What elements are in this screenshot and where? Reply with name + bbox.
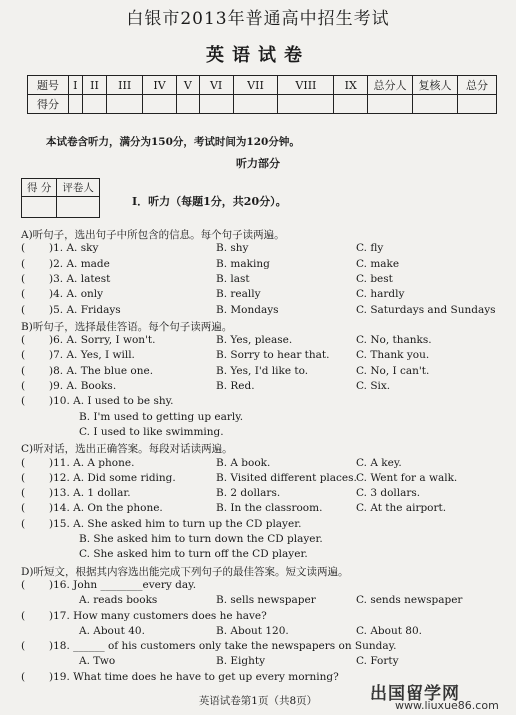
question-option: B. Sorry to hear that. bbox=[216, 349, 330, 362]
page-footer: 英语试卷第1页（共8页） bbox=[198, 695, 318, 707]
grader-box bbox=[21, 178, 100, 218]
question-option: C. Thank you. bbox=[356, 349, 430, 362]
question-option: B. I'm used to getting up early. bbox=[79, 410, 244, 423]
question-option: C. 3 dollars. bbox=[356, 487, 421, 500]
grader-name-cell bbox=[57, 197, 100, 218]
question-stem: )8. A. The blue one. bbox=[49, 364, 154, 377]
score-input-cell bbox=[107, 95, 143, 114]
question-option: C. Saturdays and Sundays bbox=[356, 303, 496, 316]
question-option: B. In the classroom. bbox=[216, 502, 323, 515]
question-stem: )16. John ________every day. bbox=[49, 578, 197, 591]
question-stem: )13. A. 1 dollar. bbox=[49, 487, 131, 500]
watermark-url: www.liuxue86.com bbox=[395, 699, 499, 712]
score-input-cell bbox=[176, 95, 199, 114]
score-table-header-row bbox=[28, 76, 497, 95]
score-cell: VIII bbox=[278, 76, 334, 95]
question-option: C. A key. bbox=[356, 456, 402, 469]
section-instruction: B)听句子，选择最佳答语。每个句子读两遍。 bbox=[21, 320, 233, 333]
score-cell: 复核人 bbox=[413, 76, 458, 95]
score-table-score-row bbox=[28, 95, 497, 114]
question-option: B. Yes, I'd like to. bbox=[216, 364, 309, 377]
question-option: C. Six. bbox=[356, 380, 391, 392]
answer-bracket: ( bbox=[21, 380, 26, 392]
section-instruction: C)听对话，选出正确答案。每段对话读两遍。 bbox=[21, 443, 233, 456]
grader-name-label: 评卷人 bbox=[57, 179, 100, 197]
answer-bracket: ( bbox=[21, 303, 26, 316]
score-input-cell bbox=[368, 95, 413, 114]
score-cell: II bbox=[82, 76, 107, 95]
score-cell: 得分 bbox=[28, 95, 69, 114]
question-stem: )1. A. sky bbox=[49, 242, 99, 255]
score-input-cell bbox=[278, 95, 334, 114]
score-cell: IV bbox=[143, 76, 177, 95]
question-option: B. Visited different places. bbox=[216, 471, 357, 484]
question-option: C. make bbox=[356, 257, 400, 270]
question-option: A. Two bbox=[79, 655, 116, 668]
question-option: C. I used to like swimming. bbox=[79, 425, 224, 438]
score-input-cell bbox=[82, 95, 107, 114]
score-input-cell bbox=[69, 95, 83, 114]
question-stem: )14. A. On the phone. bbox=[49, 502, 163, 515]
question-stem: )3. A. latest bbox=[49, 272, 111, 285]
answer-bracket: ( bbox=[21, 487, 26, 500]
question-option: C. At the airport. bbox=[356, 502, 447, 515]
section-instruction: A)听句子，选出句子中所包含的信息。每个句子读两遍。 bbox=[21, 229, 285, 241]
question-stem: )17. How many customers does he have? bbox=[49, 609, 267, 622]
question-option: B. A book. bbox=[216, 456, 271, 469]
question-option: B. sells newspaper bbox=[216, 594, 316, 607]
question-option: B. 2 dollars. bbox=[216, 487, 281, 500]
answer-bracket: ( bbox=[21, 456, 26, 469]
question-option: B. last bbox=[216, 272, 250, 285]
answer-bracket: ( bbox=[21, 288, 26, 301]
question-stem: )12. A. Did some riding. bbox=[49, 471, 176, 484]
question-option: C. About 80. bbox=[356, 624, 422, 637]
score-input-cell bbox=[143, 95, 177, 114]
question-option: C. Forty bbox=[356, 655, 399, 668]
answer-bracket: ( bbox=[21, 242, 26, 255]
question-stem: )15. A. She asked him to turn up the CD player. bbox=[49, 517, 302, 530]
answer-bracket: ( bbox=[21, 272, 26, 285]
question-option: A. reads books bbox=[79, 594, 158, 607]
question-option: A. About 40. bbox=[79, 624, 145, 637]
answer-bracket: ( bbox=[21, 471, 26, 484]
question-option: C. best bbox=[356, 272, 393, 285]
answer-bracket: ( bbox=[21, 364, 26, 377]
question-stem: )4. A. only bbox=[49, 288, 104, 301]
watermark-logo: 出国留学网 bbox=[370, 684, 460, 704]
score-input-cell bbox=[413, 95, 458, 114]
answer-bracket: ( bbox=[21, 349, 26, 362]
score-cell: VI bbox=[199, 76, 233, 95]
answer-bracket: ( bbox=[21, 640, 26, 653]
question-stem: )19. What time does he have to get up every morning? bbox=[49, 670, 339, 683]
question-stem: )5. A. Fridays bbox=[49, 303, 121, 316]
exam-title: 白银市2013年普通高中招生考试 bbox=[126, 9, 390, 29]
answer-bracket: ( bbox=[21, 578, 26, 591]
question-stem: )11. A. A phone. bbox=[49, 456, 135, 469]
question-option: B. Red. bbox=[216, 380, 255, 392]
question-option: C. fly bbox=[356, 242, 384, 255]
grader-score-cell bbox=[22, 197, 57, 218]
section-instruction: D)听短文，根据其内容选出能完成下列句子的最佳答案。短文读两遍。 bbox=[21, 565, 349, 578]
question-option: B. She asked him to turn down the CD player. bbox=[79, 533, 323, 545]
question-option: B. shy bbox=[216, 242, 249, 255]
question-option: C. sends newspaper bbox=[356, 594, 463, 607]
question-option: B. Yes, please. bbox=[216, 334, 293, 347]
question-stem: )6. A. Sorry, I won't. bbox=[49, 334, 156, 347]
score-cell: 总分人 bbox=[368, 76, 413, 95]
question-option: B. Mondays bbox=[216, 303, 279, 316]
score-input-cell bbox=[458, 95, 497, 114]
question-stem: )10. A. I used to be shy. bbox=[49, 395, 174, 408]
question-option: C. No, thanks. bbox=[356, 334, 432, 347]
score-table bbox=[27, 75, 497, 114]
score-cell: 总分 bbox=[458, 76, 497, 95]
answer-bracket: ( bbox=[21, 395, 26, 408]
score-cell: I bbox=[69, 76, 83, 95]
answer-bracket: ( bbox=[21, 502, 26, 515]
section-1-title: I．听力（每题1分，共20分）。 bbox=[132, 195, 287, 208]
score-cell: IX bbox=[334, 76, 368, 95]
score-cell: VII bbox=[233, 76, 278, 95]
score-cell: III bbox=[107, 76, 143, 95]
question-option: B. making bbox=[216, 257, 270, 270]
answer-bracket: ( bbox=[21, 517, 26, 530]
question-option: B. really bbox=[216, 288, 261, 301]
question-option: C. Went for a walk. bbox=[356, 471, 458, 484]
exam-subtitle: 英语试卷 bbox=[206, 45, 310, 66]
answer-bracket: ( bbox=[21, 257, 26, 270]
question-option: C. No, I can't. bbox=[356, 364, 430, 377]
answer-bracket: ( bbox=[21, 670, 26, 683]
score-input-cell bbox=[233, 95, 278, 114]
score-cell: 题号 bbox=[28, 76, 69, 95]
question-stem: )7. A. Yes, I will. bbox=[49, 349, 135, 362]
grader-score-label: 得 分 bbox=[22, 179, 57, 197]
score-input-cell bbox=[199, 95, 233, 114]
score-input-cell bbox=[334, 95, 368, 114]
listening-title: 听力部分 bbox=[236, 157, 280, 170]
question-stem: )9. A. Books. bbox=[49, 380, 117, 392]
score-cell: V bbox=[176, 76, 199, 95]
question-stem: )2. A. made bbox=[49, 257, 110, 270]
question-option: C. hardly bbox=[356, 288, 405, 301]
exam-intro: 本试卷含听力，满分为150分，考试时间为120分钟。 bbox=[46, 136, 300, 148]
answer-bracket: ( bbox=[21, 609, 26, 622]
question-option: B. Eighty bbox=[216, 655, 266, 668]
answer-bracket: ( bbox=[21, 334, 26, 347]
question-option: B. About 120. bbox=[216, 624, 289, 637]
question-option: C. She asked him to turn off the CD player. bbox=[79, 548, 308, 561]
question-stem: )18. ______ of his customers only take the newspapers on Sunday. bbox=[49, 640, 397, 653]
